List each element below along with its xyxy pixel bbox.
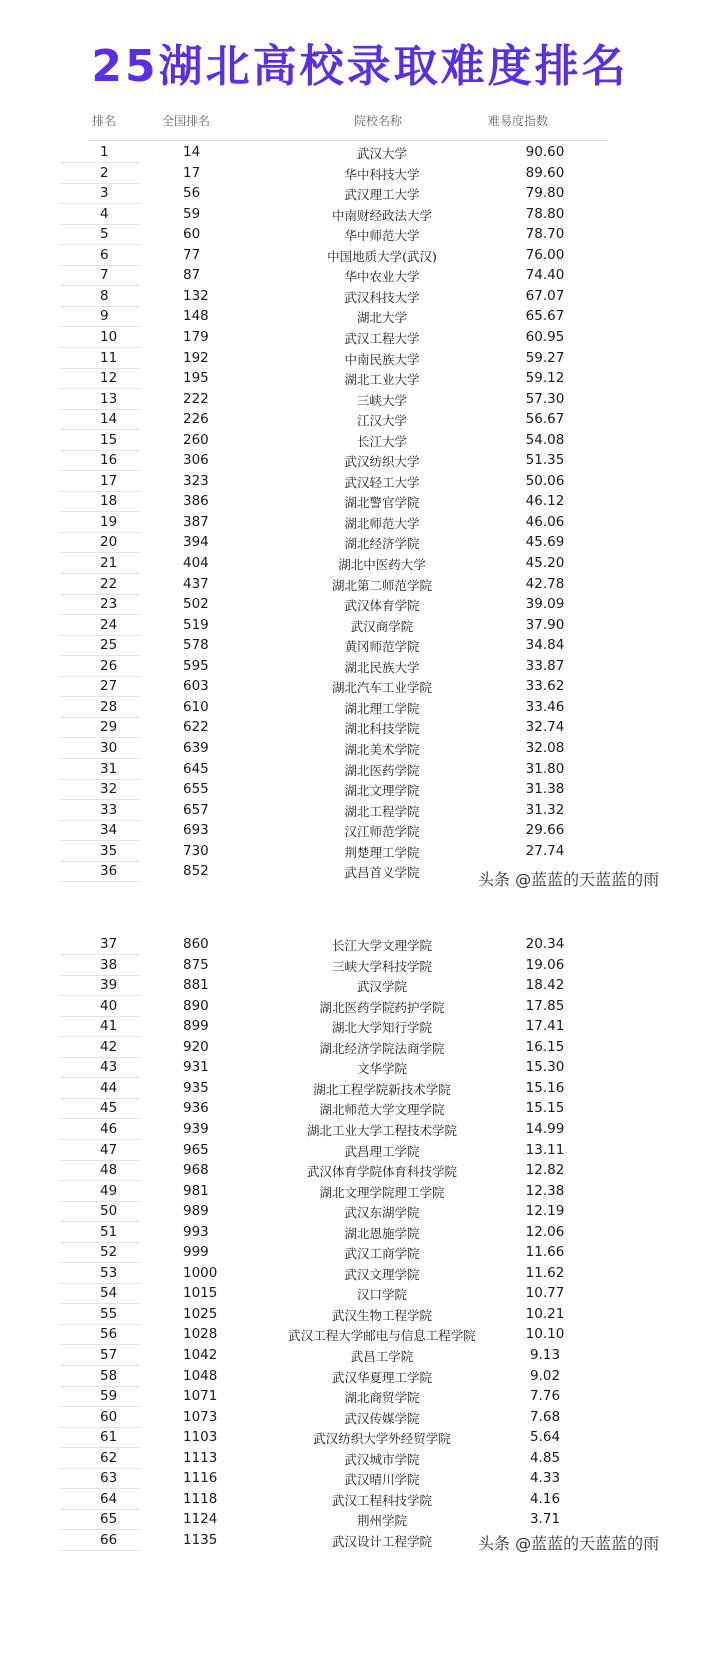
national-rank-cell: 87	[183, 267, 201, 284]
difficulty-index-cell: 15.16	[525, 1079, 565, 1096]
rank-cell: 59	[100, 1388, 118, 1405]
school-name-cell: 湖北科技学院	[344, 721, 420, 737]
difficulty-index-cell: 27.74	[525, 842, 565, 859]
national-rank-cell: 578	[183, 637, 209, 654]
national-rank-cell: 404	[183, 555, 209, 571]
school-name-cell: 江汉大学	[356, 413, 407, 429]
national-rank-cell: 1118	[183, 1490, 218, 1507]
rank-cell: 38	[100, 956, 118, 973]
school-name-cell: 湖北理工学院	[344, 700, 420, 716]
difficulty-index-cell: 59.12	[525, 370, 565, 387]
difficulty-index-cell: 4.16	[529, 1490, 561, 1507]
difficulty-index-cell: 29.66	[525, 822, 565, 839]
rank-cell: 3	[100, 185, 109, 202]
difficulty-index-cell: 32.08	[525, 739, 565, 756]
difficulty-index-cell: 12.82	[525, 1162, 565, 1179]
rank-cell: 36	[100, 863, 118, 880]
school-name-cell: 湖北恩施学院	[344, 1225, 420, 1241]
difficulty-index-cell: 20.34	[525, 936, 565, 952]
national-rank-cell: 1124	[183, 1511, 218, 1528]
rank-cell: 11	[100, 349, 118, 366]
school-name-cell: 湖北文理学院	[344, 783, 420, 799]
rank-cell: 41	[100, 1018, 118, 1035]
school-name-cell: 武汉城市学院	[344, 1451, 420, 1467]
school-name-cell: 湖北经济学院	[344, 536, 420, 552]
national-rank-cell: 1103	[183, 1429, 218, 1446]
school-name-cell: 湖北文理学院理工学院	[319, 1184, 445, 1200]
school-name-cell: 武汉工程大学	[344, 330, 420, 346]
difficulty-index-cell: 13.11	[525, 1141, 565, 1158]
rank-cell: 46	[100, 1120, 118, 1137]
rank-cell: 17	[100, 472, 118, 489]
difficulty-index-cell: 57.30	[525, 390, 565, 407]
national-rank-cell: 890	[183, 997, 209, 1014]
rank-cell: 45	[100, 1100, 118, 1117]
school-name-cell: 华中农业大学	[344, 269, 420, 285]
difficulty-index-cell: 12.19	[525, 1203, 565, 1220]
school-name-cell: 武汉体育学院	[344, 598, 420, 614]
national-rank-cell: 17	[183, 164, 201, 181]
difficulty-index-cell: 7.76	[529, 1388, 561, 1405]
difficulty-index-cell: 10.21	[525, 1305, 565, 1322]
difficulty-index-cell: 90.60	[525, 144, 565, 160]
national-rank-cell: 1000	[183, 1264, 218, 1281]
school-name-cell: 武汉科技大学	[344, 289, 420, 305]
rank-cell: 63	[100, 1470, 118, 1487]
difficulty-index-cell: 74.40	[525, 267, 565, 284]
national-rank-cell: 622	[183, 719, 209, 736]
rank-cell: 9	[100, 308, 109, 325]
national-rank-cell: 603	[183, 678, 209, 695]
rank-cell: 42	[100, 1038, 118, 1055]
rank-cell: 30	[100, 739, 118, 756]
school-name-cell: 湖北大学知行学院	[331, 1020, 432, 1036]
rank-cell: 37	[100, 936, 118, 952]
rank-cell: 15	[100, 431, 118, 448]
difficulty-index-cell: 65.67	[525, 308, 565, 325]
rank-cell: 20	[100, 534, 118, 551]
difficulty-index-cell: 33.46	[525, 698, 565, 715]
rank-cell: 2	[100, 164, 109, 181]
difficulty-index-cell: 4.85	[529, 1449, 561, 1466]
national-rank-cell: 59	[183, 205, 201, 222]
difficulty-index-cell: 46.12	[525, 493, 565, 510]
table-header	[0, 108, 720, 136]
difficulty-index-cell: 18.42	[525, 977, 565, 994]
difficulty-index-cell: 16.15	[525, 1038, 565, 1055]
rank-cell: 35	[100, 842, 118, 859]
school-name-cell: 文华学院	[356, 1061, 407, 1077]
rank-cell: 56	[100, 1326, 118, 1343]
school-name-cell: 武汉纺织大学外经贸学院	[313, 1431, 451, 1447]
rank-cell: 25	[100, 637, 118, 654]
rank-cell: 29	[100, 719, 118, 736]
national-rank-cell: 931	[183, 1059, 209, 1076]
school-name-cell: 湖北医药学院药护学院	[319, 999, 445, 1015]
difficulty-index-cell: 42.78	[525, 575, 565, 592]
rank-cell: 5	[100, 226, 109, 243]
national-rank-cell: 192	[183, 349, 209, 366]
school-name-cell: 湖北大学	[356, 310, 407, 326]
rank-cell: 47	[100, 1141, 118, 1158]
school-name-cell: 湖北工业大学	[344, 372, 420, 388]
rank-cell: 49	[100, 1182, 118, 1199]
difficulty-index-cell: 4.33	[529, 1470, 561, 1487]
school-name-cell: 湖北民族大学	[344, 659, 420, 675]
rank-cell: 64	[100, 1490, 118, 1507]
difficulty-index-cell: 76.00	[525, 246, 565, 263]
difficulty-index-cell: 15.30	[525, 1059, 565, 1076]
school-name-cell: 中南民族大学	[344, 351, 420, 367]
rank-cell: 66	[100, 1531, 118, 1548]
difficulty-index-cell: 46.06	[525, 513, 565, 530]
school-name-cell: 武汉华夏理工学院	[331, 1369, 432, 1385]
header-difficulty-index: 难易度指数	[488, 114, 549, 128]
rank-cell: 21	[100, 555, 118, 571]
national-rank-cell: 852	[183, 863, 209, 880]
header-school-name: 院校名称	[354, 114, 403, 128]
difficulty-index-cell: 60.95	[525, 328, 565, 345]
header-national-rank: 全国排名	[162, 114, 211, 128]
difficulty-index-cell: 7.68	[529, 1408, 561, 1425]
difficulty-index-cell: 89.60	[525, 164, 565, 181]
school-name-cell: 湖北师范大学	[344, 515, 420, 531]
rank-cell: 65	[100, 1511, 118, 1528]
difficulty-index-cell: 31.80	[525, 760, 565, 777]
difficulty-index-cell: 37.90	[525, 616, 565, 633]
school-name-cell: 湖北美术学院	[344, 741, 420, 757]
national-rank-cell: 657	[183, 801, 209, 818]
watermark-bottom: 头条 @蓝蓝的天蓝蓝的雨	[478, 1534, 660, 1553]
national-rank-cell: 179	[183, 328, 209, 345]
difficulty-index-cell: 15.15	[525, 1100, 565, 1117]
school-name-cell: 武昌理工学院	[344, 1143, 420, 1159]
rank-cell: 40	[100, 997, 118, 1014]
school-name-cell: 武汉纺织大学	[344, 454, 420, 470]
national-rank-cell: 935	[183, 1079, 209, 1096]
rank-cell: 4	[100, 205, 109, 222]
school-name-cell: 华中师范大学	[344, 228, 420, 244]
school-name-cell: 湖北工业大学工程技术学院	[306, 1122, 457, 1138]
national-rank-cell: 899	[183, 1018, 209, 1035]
national-rank-cell: 965	[183, 1141, 209, 1158]
school-name-cell: 湖北医药学院	[344, 762, 420, 778]
difficulty-index-cell: 39.09	[525, 596, 565, 613]
national-rank-cell: 306	[183, 452, 209, 469]
school-name-cell: 武昌工学院	[350, 1349, 414, 1364]
national-rank-cell: 655	[183, 781, 209, 798]
rank-cell: 16	[100, 452, 118, 469]
national-rank-cell: 386	[183, 493, 209, 510]
school-name-cell: 荆楚理工学院	[344, 844, 420, 860]
difficulty-index-cell: 34.84	[525, 637, 565, 654]
national-rank-cell: 1025	[183, 1305, 218, 1322]
difficulty-index-cell: 9.02	[529, 1367, 561, 1384]
national-rank-cell: 999	[183, 1244, 209, 1261]
national-rank-cell: 989	[183, 1203, 209, 1220]
national-rank-cell: 60	[183, 226, 201, 243]
school-name-cell: 荆州学院	[356, 1513, 407, 1529]
school-name-cell: 武汉生物工程学院	[331, 1307, 432, 1323]
school-name-cell: 武汉商学院	[350, 618, 414, 634]
rank-cell: 6	[100, 246, 109, 263]
national-rank-cell: 1116	[183, 1470, 218, 1487]
national-rank-cell: 993	[183, 1223, 209, 1240]
difficulty-index-cell: 12.06	[525, 1223, 565, 1240]
school-name-cell: 中国地质大学(武汉)	[327, 248, 437, 264]
national-rank-cell: 981	[183, 1182, 209, 1199]
national-rank-cell: 323	[183, 472, 209, 489]
rank-cell: 43	[100, 1059, 118, 1076]
national-rank-cell: 387	[183, 513, 209, 530]
national-rank-cell: 1071	[183, 1388, 218, 1405]
school-name-cell: 湖北工程学院新技术学院	[313, 1081, 451, 1097]
school-name-cell: 湖北师范大学文理学院	[319, 1102, 445, 1118]
school-name-cell: 武汉工程科技学院	[331, 1492, 432, 1508]
difficulty-index-cell: 17.41	[525, 1018, 565, 1035]
difficulty-index-cell: 50.06	[525, 472, 565, 489]
rank-cell: 26	[100, 657, 118, 674]
school-name-cell: 湖北中医药大学	[338, 557, 426, 572]
rank-cell: 18	[100, 493, 118, 510]
watermark-top: 头条 @蓝蓝的天蓝蓝的雨	[478, 870, 660, 889]
rank-cell: 51	[100, 1223, 118, 1240]
rank-cell: 50	[100, 1203, 118, 1220]
school-name-cell: 中南财经政法大学	[331, 207, 432, 223]
national-rank-cell: 920	[183, 1038, 209, 1055]
national-rank-cell: 195	[183, 370, 209, 387]
national-rank-cell: 1028	[183, 1326, 218, 1343]
rank-cell: 1	[100, 144, 109, 160]
school-name-cell: 湖北经济学院法商学院	[319, 1040, 445, 1056]
difficulty-index-cell: 79.80	[525, 185, 565, 202]
rank-cell: 39	[100, 977, 118, 994]
rank-cell: 58	[100, 1367, 118, 1384]
rank-cell: 61	[100, 1429, 118, 1446]
header-rank: 排名	[92, 114, 117, 128]
rank-cell: 53	[100, 1264, 118, 1281]
difficulty-index-cell: 5.64	[529, 1429, 561, 1446]
school-name-cell: 湖北汽车工业学院	[331, 680, 432, 696]
school-name-cell: 武汉传媒学院	[344, 1410, 420, 1426]
national-rank-cell: 1048	[183, 1367, 218, 1384]
national-rank-cell: 226	[183, 411, 209, 428]
school-name-cell: 汉口学院	[356, 1287, 407, 1303]
rank-cell: 7	[100, 267, 109, 284]
rank-cell: 13	[100, 390, 118, 407]
rank-cell: 12	[100, 370, 118, 387]
difficulty-index-cell: 45.69	[525, 534, 565, 551]
difficulty-index-cell: 11.62	[525, 1264, 565, 1281]
difficulty-index-cell: 56.67	[525, 411, 565, 428]
national-rank-cell: 730	[183, 842, 209, 859]
national-rank-cell: 645	[183, 760, 209, 777]
rank-cell: 22	[100, 575, 118, 592]
school-name-cell: 黄冈师范学院	[344, 639, 420, 655]
school-name-cell: 三峡大学科技学院	[331, 958, 432, 974]
rank-cell: 27	[100, 678, 118, 695]
national-rank-cell: 222	[183, 390, 209, 407]
page-title: 25湖北高校录取难度排名	[91, 41, 629, 92]
school-name-cell: 武汉学院	[356, 979, 407, 995]
difficulty-index-cell: 19.06	[525, 956, 565, 973]
rank-cell: 55	[100, 1305, 118, 1322]
rank-cell: 54	[100, 1285, 118, 1302]
school-name-cell: 武汉工程大学邮电与信息工程学院	[288, 1328, 476, 1344]
rank-cell: 33	[100, 801, 118, 818]
school-name-cell: 长江大学	[356, 433, 407, 449]
difficulty-index-cell: 67.07	[525, 287, 565, 304]
school-name-cell: 湖北警官学院	[344, 495, 420, 511]
difficulty-index-cell: 31.38	[525, 781, 565, 798]
school-name-cell: 武汉晴川学院	[344, 1472, 420, 1488]
school-name-cell: 武汉体育学院体育科技学院	[306, 1164, 457, 1180]
difficulty-index-cell: 78.80	[525, 205, 565, 222]
difficulty-index-cell: 10.10	[525, 1326, 565, 1343]
school-name-cell: 武昌首义学院	[344, 865, 420, 881]
difficulty-index-cell: 59.27	[525, 349, 565, 366]
national-rank-cell: 595	[183, 657, 209, 674]
school-name-cell: 湖北第二师范学院	[331, 577, 432, 593]
rank-cell: 28	[100, 698, 118, 715]
row-divider	[60, 881, 140, 882]
national-rank-cell: 881	[183, 977, 209, 994]
row-divider	[60, 1550, 140, 1551]
national-rank-cell: 394	[183, 534, 209, 551]
national-rank-cell: 14	[183, 144, 201, 160]
national-rank-cell: 610	[183, 698, 209, 715]
school-name-cell: 长江大学文理学院	[331, 938, 432, 953]
difficulty-index-cell: 3.71	[529, 1511, 561, 1528]
national-rank-cell: 1135	[183, 1531, 218, 1548]
difficulty-index-cell: 78.70	[525, 226, 565, 243]
national-rank-cell: 693	[183, 822, 209, 839]
difficulty-index-cell: 51.35	[525, 452, 565, 469]
national-rank-cell: 936	[183, 1100, 209, 1117]
school-name-cell: 湖北工程学院	[344, 803, 420, 819]
school-name-cell: 华中科技大学	[344, 166, 420, 182]
school-name-cell: 武汉文理学院	[344, 1266, 420, 1282]
national-rank-cell: 437	[183, 575, 209, 592]
school-name-cell: 汉江师范学院	[344, 824, 420, 840]
rank-cell: 10	[100, 328, 118, 345]
school-name-cell: 武汉理工大学	[344, 187, 420, 203]
rank-cell: 32	[100, 781, 118, 798]
national-rank-cell: 260	[183, 431, 209, 448]
national-rank-cell: 519	[183, 616, 209, 633]
national-rank-cell: 1113	[183, 1449, 218, 1466]
rank-cell: 19	[100, 513, 118, 530]
national-rank-cell: 939	[183, 1120, 209, 1137]
difficulty-index-cell: 33.87	[525, 657, 565, 674]
rank-cell: 44	[100, 1079, 118, 1096]
rank-cell: 14	[100, 411, 118, 428]
difficulty-index-cell: 31.32	[525, 801, 565, 818]
school-name-cell: 湖北商贸学院	[344, 1390, 420, 1406]
difficulty-index-cell: 17.85	[525, 997, 565, 1014]
difficulty-index-cell: 33.62	[525, 678, 565, 695]
national-rank-cell: 1015	[183, 1285, 218, 1302]
school-name-cell: 武汉设计工程学院	[331, 1533, 432, 1549]
national-rank-cell: 56	[183, 185, 201, 202]
rank-cell: 48	[100, 1162, 118, 1179]
rank-cell: 31	[100, 760, 118, 777]
national-rank-cell: 148	[183, 308, 209, 325]
national-rank-cell: 502	[183, 596, 209, 613]
rank-cell: 8	[100, 287, 109, 304]
national-rank-cell: 132	[183, 287, 209, 304]
national-rank-cell: 875	[183, 956, 209, 973]
rank-cell: 57	[100, 1347, 118, 1363]
difficulty-index-cell: 9.13	[529, 1347, 561, 1363]
rank-cell: 24	[100, 616, 118, 633]
school-name-cell: 武汉东湖学院	[344, 1205, 420, 1221]
difficulty-index-cell: 45.20	[525, 555, 565, 571]
national-rank-cell: 1073	[183, 1408, 218, 1425]
rank-cell: 23	[100, 596, 118, 613]
rank-cell: 60	[100, 1408, 118, 1425]
difficulty-index-cell: 12.38	[525, 1182, 565, 1199]
school-name-cell: 武汉大学	[356, 146, 407, 161]
school-name-cell: 武汉工商学院	[344, 1246, 420, 1262]
difficulty-index-cell: 32.74	[525, 719, 565, 736]
school-name-cell: 武汉轻工大学	[344, 474, 420, 490]
rank-cell: 52	[100, 1244, 118, 1261]
national-rank-cell: 1042	[183, 1347, 218, 1363]
national-rank-cell: 968	[183, 1162, 209, 1179]
rank-cell: 62	[100, 1449, 118, 1466]
difficulty-index-cell: 10.77	[525, 1285, 565, 1302]
national-rank-cell: 77	[183, 246, 201, 263]
rank-cell: 34	[100, 822, 118, 839]
national-rank-cell: 860	[183, 936, 209, 952]
difficulty-index-cell: 54.08	[525, 431, 565, 448]
school-name-cell: 三峡大学	[356, 392, 407, 408]
national-rank-cell: 639	[183, 739, 209, 756]
difficulty-index-cell: 11.66	[525, 1244, 565, 1261]
difficulty-index-cell: 14.99	[525, 1120, 565, 1137]
header-divider	[88, 140, 608, 141]
